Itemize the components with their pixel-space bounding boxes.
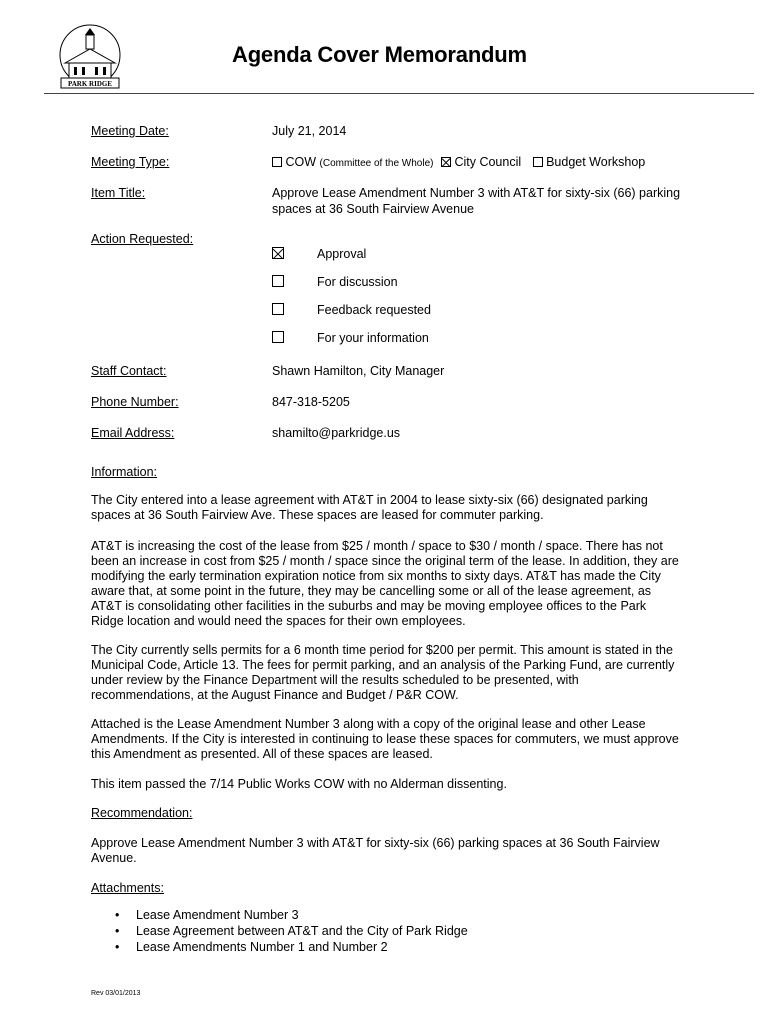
item-title-value: Approve Lease Amendment Number 3 with AT&T for sixty-six (66) parking spaces at 36 South Fairview Avenue [272, 186, 681, 216]
action-discussion [272, 275, 398, 289]
phone-number-label: Phone Number: [91, 395, 179, 409]
header-divider [44, 93, 754, 94]
action-approval [272, 247, 366, 261]
recommendation-text: Approve Lease Amendment Number 3 with AT&T for sixty-six (66) parking spaces at 36 South Fairview Avenue. [91, 836, 660, 865]
city-council-checkbox[interactable] [441, 157, 451, 167]
item-title-label: Item Title: [91, 186, 146, 200]
park-ridge-seal-logo [55, 23, 125, 93]
email-address-value: shamilto@parkridge.us [272, 426, 401, 440]
attachment-label: Lease Amendment Number 3 [136, 908, 299, 922]
action-information [272, 331, 429, 345]
information-paragraph: AT&T is increasing the cost of the lease from $25 / month / space to $30 / month / space. There has not been an increase in cost from $25 / month / space since the original term of the lease. In addition, they are modifying the early termination expiration notice from six months to sixty days. AT&T has made the City aware that, at some point in the future, they may be cancelling some or all of the lease agreement, as AT&T is consolidating other facilities in the suburbs and may be moving employee offices to the Park Ridge location and would need the spaces for their own employees. [91, 539, 679, 628]
information-heading: Information: [91, 465, 158, 479]
information-paragraph: The City currently sells permits for a 6 month time period for $200 per permit. This amount is stated in the Municipal Code, Article 13. The fees for permit parking, and an analysis of the Parking Fund, are currently under review by the Finance Department will the results scheduled to be presented, with recommendations, at the August Finance and Budget / P&R COW. [91, 643, 675, 702]
approval-checkbox[interactable] [272, 247, 284, 259]
list-item: • Lease Agreement between AT&T and the City of Park Ridge [115, 924, 468, 938]
cow-checkbox[interactable] [272, 157, 282, 167]
feedback-checkbox[interactable] [272, 303, 284, 315]
feedback-label: Feedback requested [317, 303, 431, 317]
information-paragraph: The City entered into a lease agreement with AT&T in 2004 to lease sixty-six (66) designated parking spaces at 36 South Fairview Ave. These spaces are leased for commuter parking. [91, 493, 648, 522]
city-council-option-label: City Council [454, 155, 522, 169]
recommendation-heading: Recommendation: [91, 806, 193, 820]
budget-workshop-option-label: Budget Workshop [546, 155, 646, 169]
meeting-type-options [272, 155, 645, 169]
discussion-label: For discussion [317, 275, 398, 289]
revision-footer: Rev 03/01/2013 [91, 990, 141, 997]
cow-option-label: COW [285, 155, 317, 169]
budget-workshop-checkbox[interactable] [533, 157, 543, 167]
attachments-list [91, 907, 468, 955]
meeting-date-value: July 21, 2014 [272, 124, 347, 138]
staff-contact-value: Shawn Hamilton, City Manager [272, 364, 445, 378]
information-label: For your information [317, 331, 429, 345]
information-checkbox[interactable] [272, 331, 284, 343]
email-address-label: Email Address: [91, 426, 175, 440]
attachment-label: Lease Agreement between AT&T and the City of Park Ridge [136, 924, 468, 938]
logo-name: PARK RIDGE [67, 80, 113, 88]
phone-number-value: 847-318-5205 [272, 395, 350, 409]
list-item: • Lease Amendment Number 3 [115, 908, 299, 922]
meeting-type-label: Meeting Type: [91, 155, 170, 169]
cow-option-detail: (Committee of the Whole) [319, 158, 434, 169]
information-paragraph: Attached is the Lease Amendment Number 3 along with a copy of the original lease and other Lease Amendments. If the City is interested in continuing to lease these spaces for commuters, we must approve this Amendment as presented. All of these spaces are leased. [91, 717, 679, 761]
attachments-heading: Attachments: [91, 881, 164, 895]
meeting-date-label: Meeting Date: [91, 124, 169, 138]
approval-label: Approval [317, 247, 367, 261]
discussion-checkbox[interactable] [272, 275, 284, 287]
action-requested-label: Action Requested: [91, 232, 194, 246]
staff-contact-label: Staff Contact: [91, 364, 167, 378]
list-item: • Lease Amendments Number 1 and Number 2 [115, 940, 388, 954]
page-title: Agenda Cover Memorandum [232, 42, 527, 67]
action-feedback [272, 303, 431, 317]
information-paragraph: This item passed the 7/14 Public Works COW with no Alderman dissenting. [91, 777, 507, 791]
attachment-label: Lease Amendments Number 1 and Number 2 [136, 940, 388, 954]
